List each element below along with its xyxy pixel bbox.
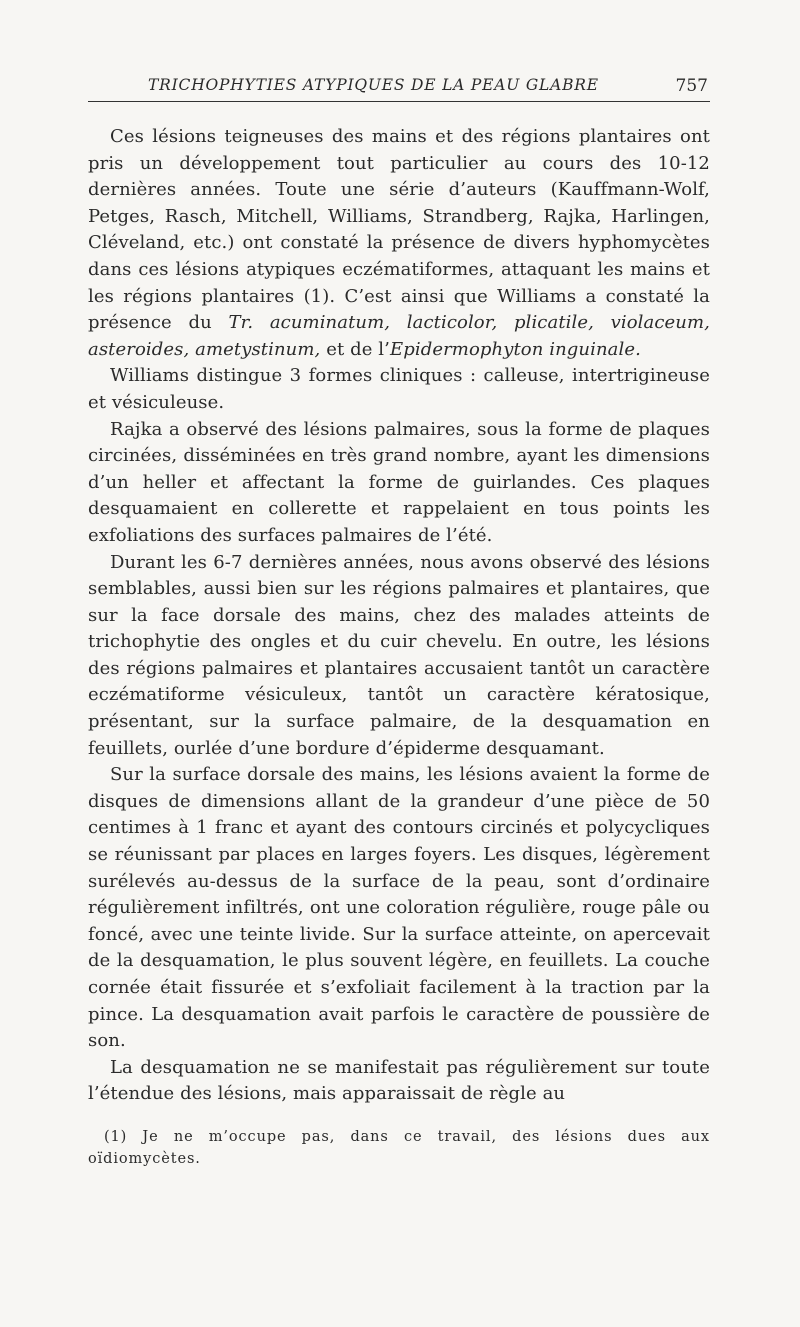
text-run: La desquamation ne se manifestait pas régulièrement sur toute l’étendue des lésions, mais apparaissait de règle au xyxy=(88,1056,710,1105)
page-number: 757 xyxy=(675,76,708,96)
paragraph xyxy=(88,363,710,416)
page-header xyxy=(88,70,710,100)
paragraph xyxy=(88,1055,710,1108)
running-title: TRICHOPHYTIES ATYPIQUES DE LA PEAU GLABRE xyxy=(148,76,599,94)
book-page xyxy=(88,70,710,1184)
body-text xyxy=(88,124,710,1108)
text-run: Sur la surface dorsale des mains, les lésions avaient la forme de disques de dimensions allant de la grandeur d’une pièce de 50 centimes à 1 franc et ayant des contours circinés et polycycliques se réunissant par places en larges foyers. Les disques, légèrement surélevés au-dessus de la surface de la peau, sont d’ordinaire régulièrement infiltrés, ont une coloration régulière, rouge pâle ou foncé, avec une teinte livide. Sur la surface atteinte, on apercevait de la desquamation, le plus souvent légère, en feuillets. La couche cornée était fissurée et s’exfoliait facilement à la traction par la pince. La desquamation avait parfois le caractère de poussière de son. xyxy=(88,764,710,1052)
paragraph xyxy=(88,124,710,363)
text-run: Rajka a observé des lésions palmaires, sous la forme de plaques circinées, disséminées en très grand nombre, ayant les dimensions d’un heller et affectant la forme de guirlandes. Ces plaques desquamaient en collerette et rappelaient en tous points les exfoliations des surfaces palmaires de l’été. xyxy=(88,418,710,546)
italic-text-run: Epidermophyton inguinale. xyxy=(389,338,641,360)
paragraph xyxy=(88,762,710,1055)
paragraph xyxy=(88,417,710,550)
paragraph xyxy=(88,550,710,763)
header-rule xyxy=(88,101,710,102)
text-run: et de l’ xyxy=(320,338,390,360)
text-run: Ces lésions teigneuses des mains et des régions plantaires ont pris un développement tout particulier au cours des 10-12 dernières années. Toute une série d’auteurs (Kauffmann-Wolf, Petges, Rasch, Mitchell, Williams, Strandberg, Rajka, Harlingen, Cléveland, etc.) ont constaté la présence de divers hyphomycètes dans ces lésions atypiques eczématiformes, attaquant les mains et les régions plantaires (1). C’est ainsi que Williams a constaté la présence du xyxy=(88,126,710,334)
italic-text-run: Tr. acuminatum, lacticolor, plicatile, violaceum, asteroides, ametystinum, xyxy=(88,312,710,360)
footnote: (1) Je ne m’occupe pas, dans ce travail, des lésions dues aux oïdiomycètes. xyxy=(88,1128,710,1167)
text-run: Durant les 6-7 dernières années, nous avons observé des lésions semblables, aussi bien sur les régions palmaires et plantaires, que sur la face dorsale des mains, chez des malades atteints de trichophytie des ongles et du cuir chevelu. En outre, les lésions des régions palmaires et plantaires accusaient tantôt un caractère eczématiforme vésiculeux, tantôt un caractère kératosique, présentant, sur la surface palmaire, de la desquamation en feuillets, ourlée d’une bordure d’épiderme desquamant. xyxy=(88,551,710,759)
text-run: Williams distingue 3 formes cliniques : calleuse, intertrigineuse et vésiculeuse. xyxy=(88,365,710,413)
